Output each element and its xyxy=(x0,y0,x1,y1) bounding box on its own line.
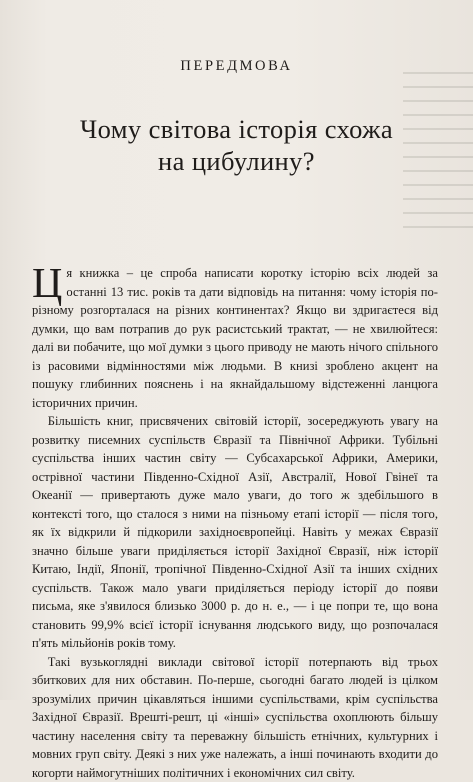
paragraph-1 xyxy=(32,264,438,412)
chapter-title-line-2: на цибулину? xyxy=(0,145,473,177)
chapter-title xyxy=(0,113,473,177)
paragraph-3: Такі вузькоглядні виклади світової історії потерпають від трьох збиткових для них обставин. По-перше, сьогодні багато людей із цілком зрозумілих причин цікавляться іншими суспільствами, крім суспільства Західної Євразії. Врешті-решт, ці «інші» суспільства охоплюють більшу частину населення світу та переважну більшість етнічних, культурних і мовних груп світу. Деякі з них уже належать, а інші починають входити до когорти наймогутніших політичних і економічних сил світу. xyxy=(32,653,438,782)
body-text xyxy=(32,264,438,782)
drop-cap: Ц xyxy=(32,267,62,301)
paragraph-1-text: я книжка – це спроба написати коротку історію всіх людей за останні 13 тис. років та дати відповідь на питання: чому історія по-різному розгорталася на різних континентах? Якщо ви здригаєтеся від думки, що вам потрапив до рук расистський трактат, — не хвилюйтеся: далі ви побачите, що мої думки з цього приводу не мають нічого спільного із расовими відмінностями між людьми. В книзі зроблено акцент на пошуку глибинних пояснень і на якнайдальшому відстеженні ланцюга історичних причин. xyxy=(32,266,438,410)
paragraph-2: Більшість книг, присвячених світовій історії, зосереджують увагу на розвитку писемних суспільств Євразії та Північної Африки. Тубільні суспільства інших частин світу — Субсахарської Африки, Америки, острівної частини Південно-Східної Азії, Австралії, Нової Гвінеї та Океанії — привертають дуже мало уваги, до того ж здебільшого в контексті того, що сталося з ними на пізньому етапі історії — після того, як їх відкрили й підкорили західноєвропейці. Навіть у межах Євразії значно більше уваги приділяється історії Західної Євразії, ніж історії Китаю, Індії, Японії, тропічної Південно-Східної Азії та інших східних суспільств. Також мало уваги приділяється періоду історії до появи письма, яке з'явилося близько 3000 р. до н. е., — і це попри те, що вона становить 99,9% всієї історії існування людського виду, що розпочалася п'ять мільйонів років тому. xyxy=(32,412,438,653)
bleed-through-text xyxy=(120,4,390,18)
chapter-title-line-1: Чому світова історія схожа xyxy=(0,113,473,145)
section-label: ПЕРЕДМОВА xyxy=(0,58,473,75)
